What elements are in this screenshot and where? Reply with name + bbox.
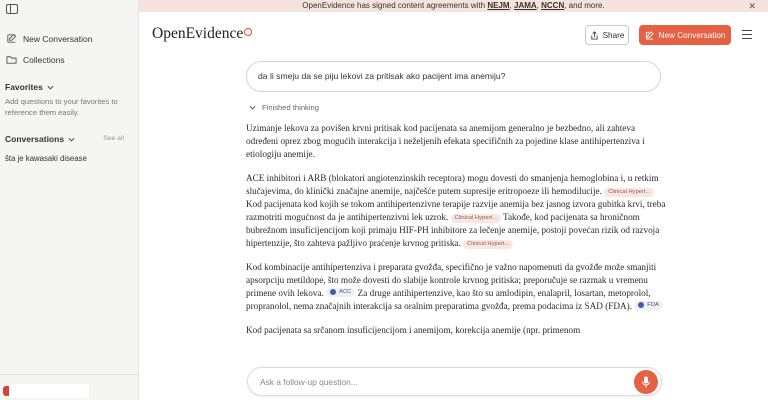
chevron-down-icon (47, 84, 54, 91)
edit-icon (6, 33, 17, 44)
banner-link-nejm[interactable]: NEJM (487, 1, 510, 10)
answer-body (246, 122, 666, 348)
share-button[interactable] (585, 25, 629, 45)
conversation-item[interactable]: šta je kawasaki disease (5, 154, 87, 163)
source-logo-icon (330, 289, 336, 295)
share-button-label: Share (602, 30, 625, 40)
banner-text: OpenEvidence has signed content agreements with (302, 1, 488, 10)
hamburger-menu-icon[interactable] (742, 30, 752, 39)
citation-badge[interactable] (326, 288, 355, 297)
logo-ring-icon (244, 28, 252, 36)
banner-link-nccn[interactable]: NCCN (541, 1, 565, 10)
new-conversation-label: New Conversation (658, 30, 726, 40)
banner-separator: , (509, 1, 514, 10)
microphone-icon (641, 376, 651, 388)
see-all-link[interactable]: See all (103, 135, 124, 142)
folder-icon (6, 54, 17, 65)
thinking-toggle[interactable] (249, 103, 319, 112)
favorites-title: Favorites (5, 82, 43, 92)
sidebar-item-collections[interactable] (6, 54, 65, 65)
banner-text-suffix: , and more. (564, 1, 605, 10)
answer-text: Kod kombinacije antihipertenziva i preparata gvožđa, specifično je važno napomenuti da gvožđe može smanjiti apsorpciju metildope, što može dovesti do slabije kontrole krvnog pritiska; preporučuje se razmak u vremenu primene ovih lekova. (246, 262, 657, 298)
followup-bar (247, 367, 662, 396)
answer-paragraph: Kod pacijenata sa srčanom insuficijencijom i anemijom, korekcija anemije (npr. primenom (246, 325, 581, 335)
sidebar-item-new-conversation[interactable] (6, 33, 92, 44)
sidebar (0, 0, 139, 400)
thinking-label: Finished thinking (262, 103, 319, 112)
chevron-down-icon (68, 136, 75, 143)
sidebar-account-bar (0, 374, 139, 400)
favorites-hint: Add questions to your favorites to reference them easily. (5, 97, 118, 117)
app-logo[interactable] (152, 25, 252, 43)
announcement-banner (139, 0, 768, 12)
close-icon[interactable]: ✕ (748, 1, 756, 11)
edit-icon (645, 31, 654, 40)
banner-separator: , (536, 1, 542, 10)
answer-paragraph: Uzimanje lekova za povišen krvni pritisak kod pacijenata sa anemijom generalno je bezbedno, ali zahteva određeni oprez zbog mogućih interakcija i neželjenih efekata specifičnih za pojedine klase antihipertenziva i etiologiju anemije. (246, 123, 645, 159)
citation-badge[interactable]: Clinical Hypert... (451, 214, 501, 223)
source-logo-icon (638, 302, 644, 308)
user-question: da li smeju da se piju lekovi za pritisak ako pacijent ima anemiju? (246, 61, 661, 92)
citation-badge[interactable]: Clinical Hypert... (463, 240, 513, 249)
answer-paragraph (246, 172, 666, 250)
answer-paragraph (246, 261, 666, 313)
citation-badge[interactable]: Clinical Hypert... (604, 188, 654, 197)
share-icon (590, 31, 599, 40)
answer-text: Kod pacijenata kod kojih se tokom antihipertenzivne terapije razvije anemija bez jasnog izvora gubitka krvi, treba razmotriti mogućnost da je antihipertenzivni lek uzrok. (246, 199, 666, 222)
sidebar-item-label: New Conversation (23, 33, 93, 44)
answer-text: ACE inhibitori i ARB (blokatori angiotenzinskih receptora) mogu dovesti do smanjenja hemoglobina i, u retkim slučajevima, do klinički značajne anemije, najčešće putem supresije eritropoeze ili hemodilucije. (246, 173, 659, 196)
sidebar-toggle-icon[interactable] (6, 4, 18, 14)
account-button[interactable] (11, 384, 89, 398)
logo-text: OpenEvidence (152, 25, 244, 42)
citation-badge[interactable] (634, 301, 663, 310)
new-conversation-button[interactable] (639, 25, 731, 45)
citation-label: FDA (647, 301, 659, 308)
conversations-header[interactable] (5, 134, 75, 144)
microphone-button[interactable] (634, 370, 658, 394)
conversations-title: Conversations (5, 134, 65, 144)
banner-link-jama[interactable]: JAMA (514, 1, 537, 10)
sidebar-item-label: Collections (23, 54, 65, 65)
followup-input[interactable] (260, 375, 600, 389)
answer-text: Za druge antihipertenzive, kao što su amlodipin, enalapril, losartan, metoprolol, propranolol, nema značajnih interakcija sa oralnim preparatima gvožđa, prema podacima iz SAD (FDA). (246, 288, 651, 311)
chevron-down-icon (249, 104, 256, 111)
answer-text: Takođe, kod pacijenata sa hroničnom bubrežnom insuficijencijom koji primaju HIF-PH inhibitore za lečenje anemije, postoji povećan rizik od razvoja hipertenzije, što zahteva pažljivo praćenje krvnog pritiska. (246, 212, 660, 248)
brand-mark-icon (3, 386, 9, 396)
citation-label: ACC (339, 288, 352, 295)
favorites-header[interactable] (5, 82, 54, 92)
